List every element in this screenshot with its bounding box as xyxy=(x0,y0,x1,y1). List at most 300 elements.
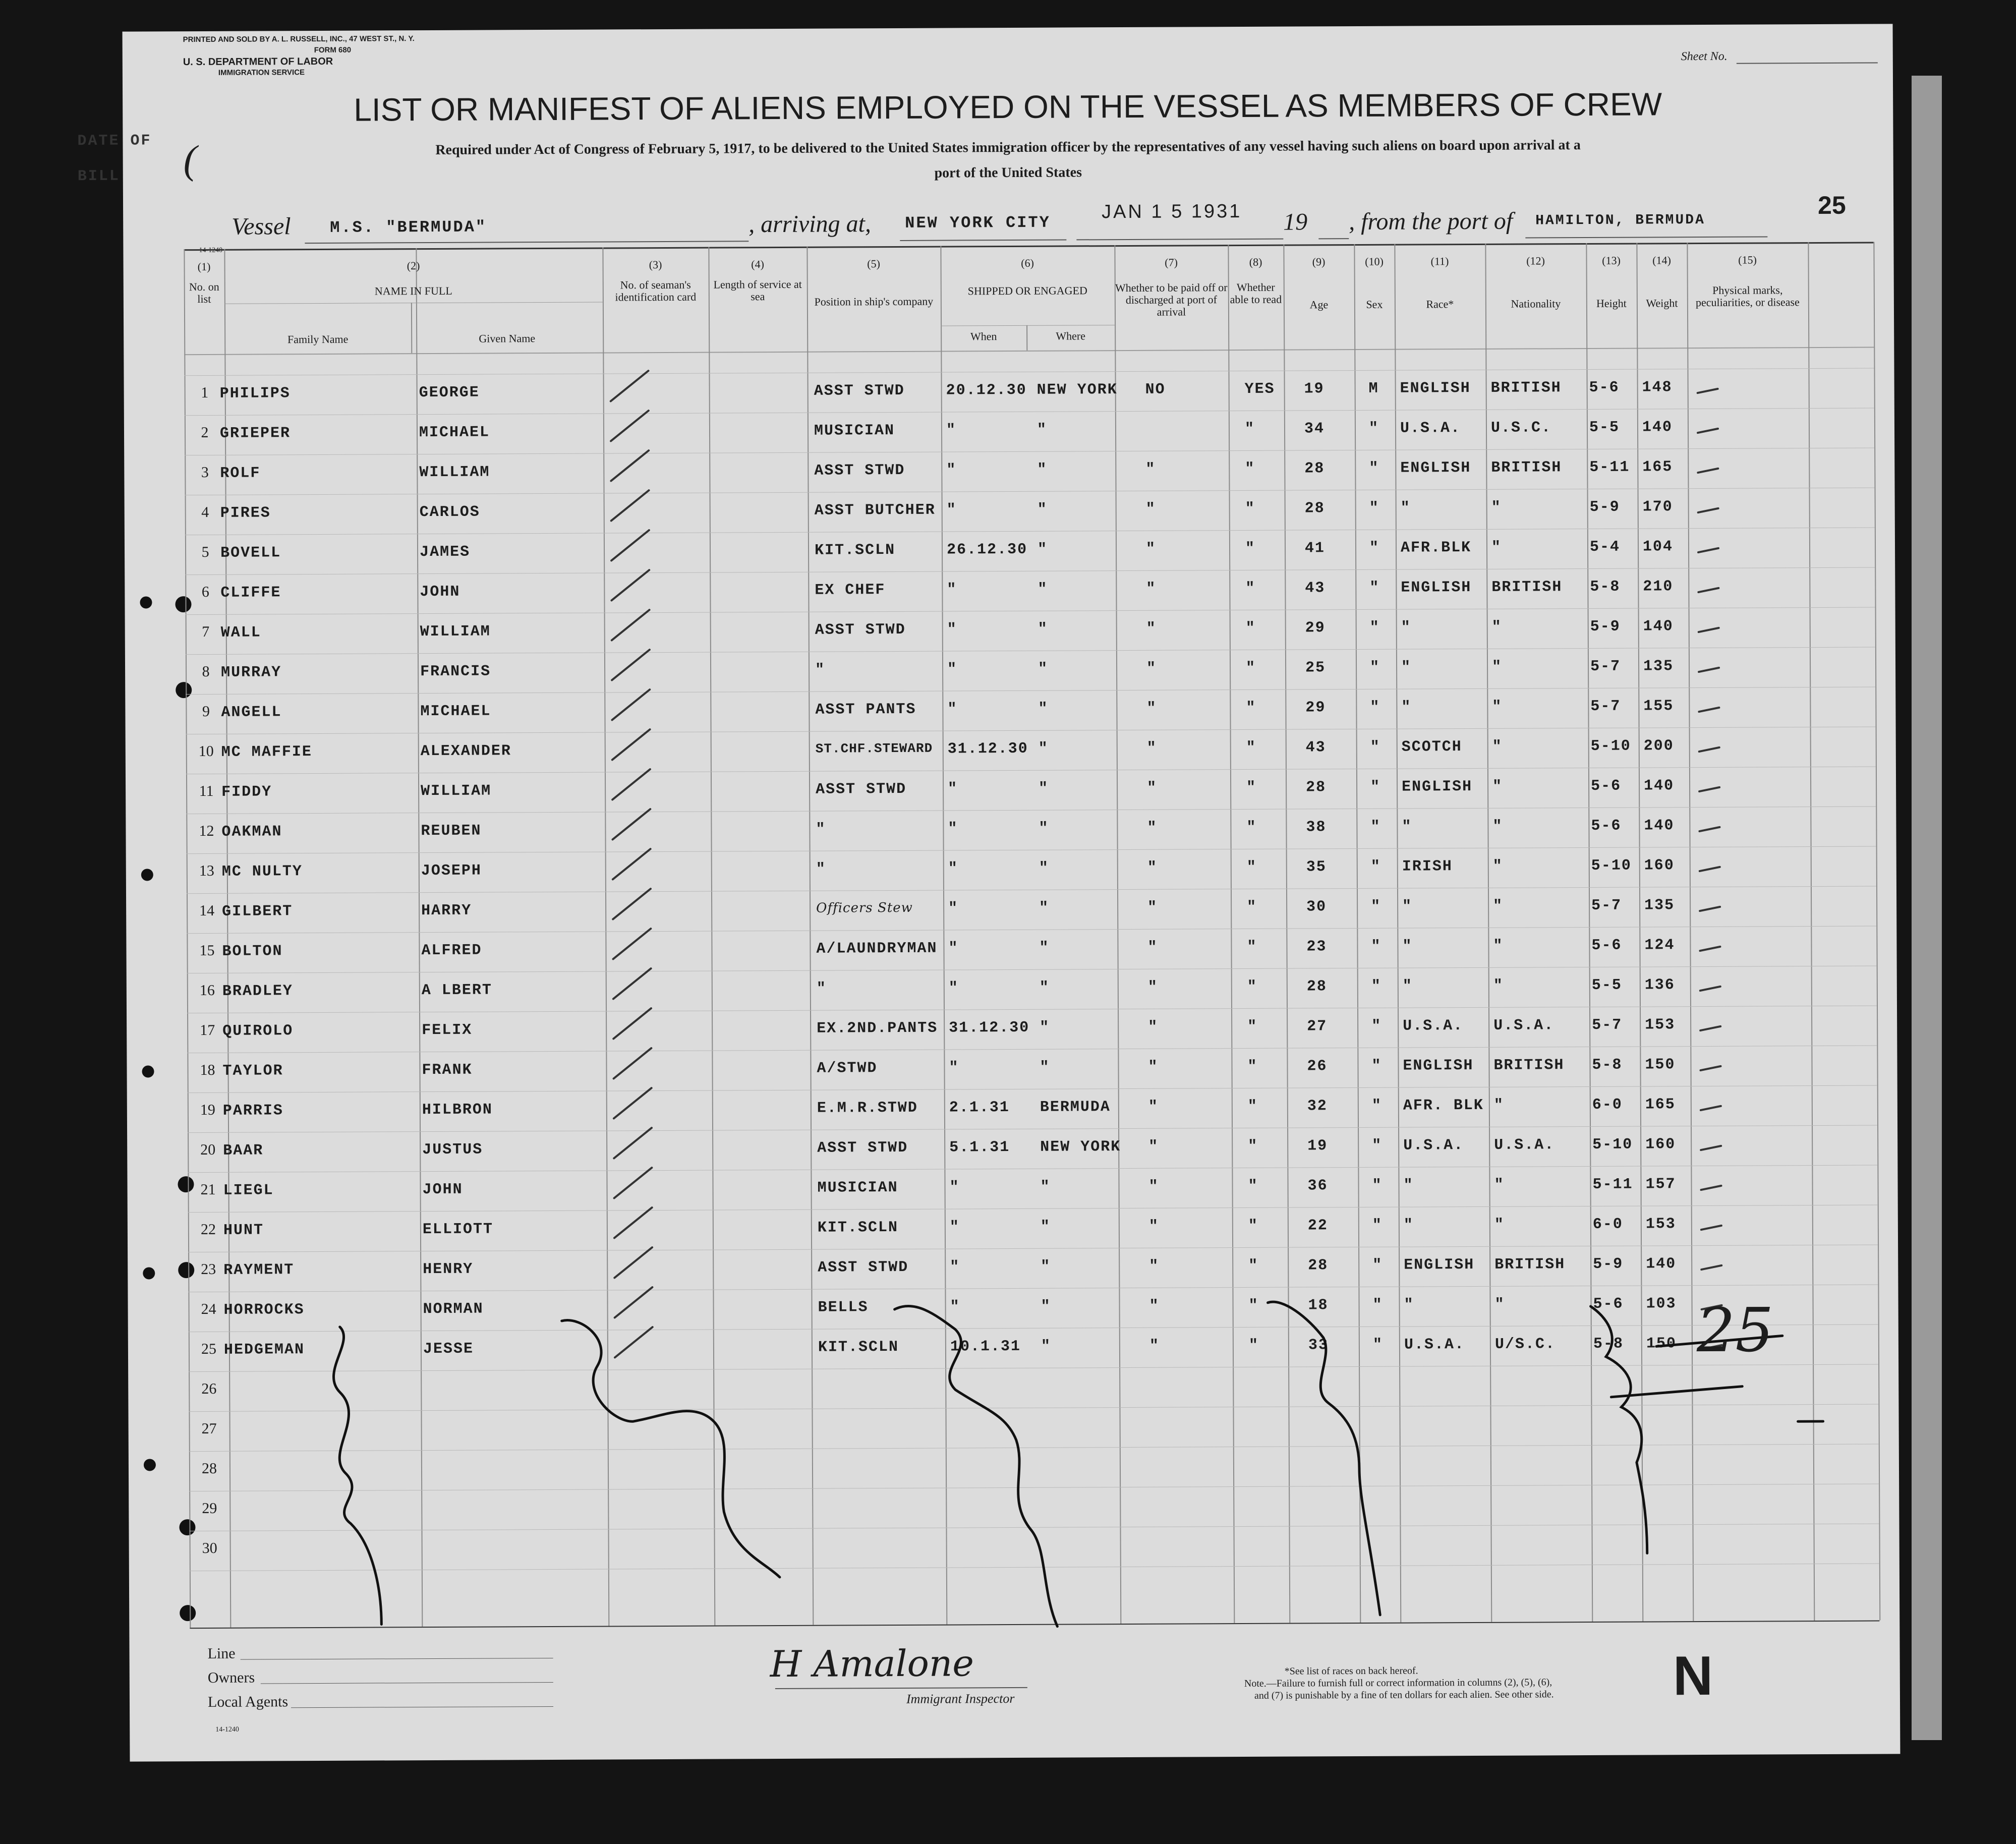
shipped-when: " xyxy=(947,661,958,678)
age: 22 xyxy=(1307,1217,1328,1235)
given-name: MICHAEL xyxy=(420,703,491,721)
service-name: IMMIGRATION SERVICE xyxy=(218,68,305,77)
nationality: BRITISH xyxy=(1491,579,1563,596)
shipped-when: " xyxy=(948,780,958,798)
weight: 150 xyxy=(1645,1056,1676,1074)
race: ENGLISH xyxy=(1403,1057,1474,1075)
weight: 124 xyxy=(1644,937,1675,954)
family-name: MC MAFFIE xyxy=(221,743,312,761)
shipped-when: " xyxy=(947,581,957,599)
height: 6-0 xyxy=(1592,1096,1623,1114)
race: U.S.A. xyxy=(1400,420,1461,437)
row-number: 26 xyxy=(201,1380,217,1398)
dash-mark xyxy=(1699,628,1719,632)
race: " xyxy=(1402,977,1413,995)
owners-label: Owners xyxy=(207,1669,255,1686)
position: ASST STWD xyxy=(816,780,907,798)
checkmark xyxy=(613,1048,651,1078)
position: ASST BUTCHER xyxy=(814,501,936,520)
position: KIT.SCLN xyxy=(818,1338,899,1356)
given-name: FRANK xyxy=(422,1061,473,1079)
height: 5-10 xyxy=(1592,1136,1633,1154)
column-header-weight: Weight xyxy=(1646,297,1678,310)
row-number: 24 xyxy=(201,1300,216,1318)
able-to-read: " xyxy=(1248,1177,1258,1195)
checkmark xyxy=(614,1128,652,1158)
nationality: " xyxy=(1492,778,1503,795)
row-number: 29 xyxy=(202,1500,217,1517)
able-to-read: " xyxy=(1248,1297,1259,1314)
weight: 135 xyxy=(1644,897,1675,914)
family-name: GILBERT xyxy=(222,903,293,920)
paper-edge-strip xyxy=(1912,76,1942,1740)
height: 5-4 xyxy=(1589,538,1621,556)
race: " xyxy=(1401,699,1412,716)
dash-mark xyxy=(1699,747,1719,752)
shipped-when: 10.1.31 xyxy=(950,1338,1021,1356)
age: 38 xyxy=(1306,819,1327,836)
age: 26 xyxy=(1307,1058,1328,1075)
race: " xyxy=(1403,1217,1414,1234)
shipped-where: BERMUDA xyxy=(1040,1099,1111,1116)
height: 5-7 xyxy=(1590,698,1621,715)
height: 5-5 xyxy=(1591,976,1622,994)
shipped-where: " xyxy=(1039,780,1049,797)
weight: 150 xyxy=(1646,1335,1677,1353)
family-name: HORROCKS xyxy=(223,1301,305,1319)
sex: " xyxy=(1371,1057,1382,1075)
able-to-read: " xyxy=(1246,858,1257,876)
weight: 165 xyxy=(1642,458,1673,476)
height: 6-0 xyxy=(1592,1216,1623,1233)
race: AFR. BLK xyxy=(1403,1097,1484,1115)
dash-mark xyxy=(1701,1265,1721,1270)
ditto-squiggles xyxy=(123,24,1900,1761)
printer-credit: PRINTED AND SOLD BY A. L. RUSSELL, INC., 47 WEST ST., N. Y. xyxy=(183,34,415,44)
family-name: LIEGL xyxy=(223,1182,274,1199)
age: 25 xyxy=(1305,659,1326,677)
sex: " xyxy=(1368,420,1379,437)
given-name: JOHN xyxy=(420,583,460,601)
nationality: " xyxy=(1492,818,1503,835)
family-name: BRADLEY xyxy=(222,983,293,1000)
nationality: " xyxy=(1493,937,1504,955)
shipped-where: " xyxy=(1037,501,1048,518)
height: 5-6 xyxy=(1593,1295,1624,1313)
nationality: " xyxy=(1493,977,1504,995)
year-label: 19 xyxy=(1283,208,1308,236)
vessel-name: M.S. "BERMUDA" xyxy=(330,217,487,237)
checkmark xyxy=(611,411,649,441)
nationality: " xyxy=(1492,738,1503,756)
weight: 153 xyxy=(1645,1216,1676,1233)
dash-mark xyxy=(1698,469,1718,473)
sex: " xyxy=(1370,778,1381,796)
shipped-where: " xyxy=(1038,740,1049,758)
height: 5-11 xyxy=(1589,458,1630,476)
weight: 140 xyxy=(1643,618,1674,636)
sex: M xyxy=(1368,380,1379,397)
given-name: HILBRON xyxy=(422,1101,493,1119)
height: 5-8 xyxy=(1593,1335,1624,1353)
paid-off: " xyxy=(1147,779,1158,797)
column-header-shipped: SHIPPED OR ENGAGED xyxy=(967,284,1087,298)
family-name: TAYLOR xyxy=(222,1062,283,1080)
able-to-read: " xyxy=(1246,699,1256,717)
sex: " xyxy=(1369,619,1380,637)
weight: 104 xyxy=(1642,538,1674,556)
shipped-when: 26.12.30 xyxy=(946,541,1028,559)
shipped-when: " xyxy=(949,1059,959,1077)
race: U.S.A. xyxy=(1403,1137,1464,1155)
shipped-where: " xyxy=(1040,1059,1050,1076)
row-number: 25 xyxy=(201,1340,217,1358)
shipped-when: 31.12.30 xyxy=(947,740,1028,758)
row-number: 6 xyxy=(201,583,209,600)
column-number: (5) xyxy=(867,257,880,270)
shipped-when: 20.12.30 xyxy=(946,381,1027,399)
age: 19 xyxy=(1307,1137,1328,1155)
race: " xyxy=(1401,659,1412,676)
row-number: 23 xyxy=(201,1260,216,1278)
paid-off: " xyxy=(1149,1297,1160,1315)
vessel-label: Vessel xyxy=(232,213,291,240)
given-name: REUBEN xyxy=(421,822,482,840)
checkmark xyxy=(614,1207,652,1238)
column-header-able-read: Whether able to read xyxy=(1230,280,1282,306)
checkmark xyxy=(611,530,649,560)
margin-note: DATE OF xyxy=(77,132,152,150)
able-to-read: " xyxy=(1247,1098,1258,1115)
row-number: 12 xyxy=(199,822,214,840)
shipped-where: " xyxy=(1039,899,1050,917)
weight: 155 xyxy=(1643,698,1674,715)
dash-mark xyxy=(1698,429,1718,433)
position: ST.CHF.STEWARD xyxy=(815,740,933,757)
dash-mark xyxy=(1701,1226,1721,1230)
shipped-when: " xyxy=(946,422,957,439)
able-to-read: " xyxy=(1246,779,1257,796)
sex: " xyxy=(1371,938,1381,955)
weight: 160 xyxy=(1645,1136,1676,1154)
shipped-where: " xyxy=(1037,541,1048,558)
penalty-note: and (7) is punishable by a fine of ten dollars for each alien. See other side. xyxy=(1254,1689,1554,1701)
able-to-read: " xyxy=(1248,1337,1259,1354)
checkmark xyxy=(611,450,649,481)
sex: " xyxy=(1371,977,1381,995)
checkmark xyxy=(613,889,651,919)
sheet-number-label: Sheet No. xyxy=(1681,49,1727,64)
row-number: 27 xyxy=(201,1420,217,1437)
able-to-read: " xyxy=(1246,819,1257,836)
shipped-where: " xyxy=(1038,700,1049,718)
row-number: 5 xyxy=(201,543,209,560)
page-title: LIST OR MANIFEST OF ALIENS EMPLOYED ON THE VESSEL AS MEMBERS OF CREW xyxy=(354,86,1662,128)
race: SCOTCH xyxy=(1401,738,1462,756)
weight: 135 xyxy=(1643,658,1674,675)
column-number: (6) xyxy=(1021,256,1034,269)
checkmark xyxy=(614,1287,652,1317)
shipped-when: " xyxy=(950,1258,960,1276)
height: 5-5 xyxy=(1589,419,1620,436)
given-name: HARRY xyxy=(421,902,472,920)
family-name: BOVELL xyxy=(220,544,281,562)
checkmark xyxy=(610,371,648,401)
weight: 200 xyxy=(1643,737,1674,755)
row-number: 17 xyxy=(200,1021,215,1039)
position: MUSICIAN xyxy=(817,1179,898,1197)
age: 19 xyxy=(1304,380,1324,398)
given-name: WILLIAM xyxy=(419,464,490,482)
column-number: (2) xyxy=(407,259,420,272)
row-number: 20 xyxy=(200,1141,216,1159)
race: ENGLISH xyxy=(1404,1256,1475,1274)
race: " xyxy=(1403,1177,1414,1194)
local-agents-label: Local Agents xyxy=(207,1693,289,1710)
handwritten-total: 25 xyxy=(1696,1295,1774,1366)
paid-off: " xyxy=(1146,739,1157,757)
shipped-when: 31.12.30 xyxy=(949,1019,1030,1037)
family-name: GRIEPER xyxy=(219,425,291,442)
given-name: ELLIOTT xyxy=(422,1221,494,1239)
height: 5-7 xyxy=(1592,1016,1623,1034)
paid-off: " xyxy=(1147,859,1158,877)
position: EX CHEF xyxy=(815,582,886,599)
shipped-when: " xyxy=(947,701,958,718)
able-to-read: YES xyxy=(1244,380,1275,398)
paid-off: " xyxy=(1145,460,1156,478)
penalty-note: Note.—Failure to furnish full or correct information in columns (2), (5), (6), xyxy=(1244,1677,1552,1689)
row-number: 3 xyxy=(201,464,209,481)
dash-mark xyxy=(1700,867,1720,871)
race: ENGLISH xyxy=(1400,380,1471,397)
shipped-when: " xyxy=(950,1298,960,1316)
shipped-when: 2.1.31 xyxy=(949,1099,1010,1117)
paid-off: " xyxy=(1147,978,1158,996)
dash-mark xyxy=(1698,508,1718,512)
family-name: MC NULTY xyxy=(221,863,303,881)
shipped-when: " xyxy=(948,820,958,838)
nationality: " xyxy=(1492,857,1503,875)
paid-off: " xyxy=(1149,1257,1160,1275)
row-number: 16 xyxy=(199,982,215,999)
row-number: 1 xyxy=(201,384,209,401)
weight: 153 xyxy=(1645,1016,1676,1034)
family-name: BOLTON xyxy=(222,943,283,960)
position: KIT.SCLN xyxy=(817,1219,899,1237)
row-number: 18 xyxy=(200,1061,215,1079)
shipped-when: " xyxy=(948,860,958,878)
paid-off: " xyxy=(1146,660,1157,677)
given-name: MICHAEL xyxy=(419,424,490,442)
given-name: JOHN xyxy=(422,1181,463,1199)
shipped-when: 5.1.31 xyxy=(949,1139,1010,1157)
age: 29 xyxy=(1305,699,1326,717)
family-name: WALL xyxy=(220,624,261,642)
checkmark xyxy=(613,1008,651,1039)
dash-mark xyxy=(1700,987,1720,991)
nationality: BRITISH xyxy=(1493,1057,1565,1074)
row-number: 15 xyxy=(199,942,215,959)
age: 28 xyxy=(1308,1257,1329,1275)
column-header-position: Position in ship's company xyxy=(814,295,934,308)
position: ASST STWD xyxy=(814,382,905,400)
race: U.S.A. xyxy=(1403,1017,1464,1035)
family-name: QUIROLO xyxy=(222,1022,294,1040)
shipped-when: " xyxy=(948,900,959,917)
checkmark xyxy=(612,809,650,839)
row-number: 7 xyxy=(202,623,210,640)
race: AFR.BLK xyxy=(1400,539,1472,557)
race: IRISH xyxy=(1402,858,1453,876)
given-name: ALEXANDER xyxy=(420,742,511,761)
inspector-label: Immigrant Inspector xyxy=(906,1691,1015,1706)
shipped-where: " xyxy=(1039,820,1049,837)
age: 18 xyxy=(1308,1297,1329,1314)
paid-off: " xyxy=(1149,1337,1160,1355)
handwritten-initial: N xyxy=(1673,1644,1713,1707)
paid-off: " xyxy=(1148,1178,1159,1195)
column-number: (8) xyxy=(1249,255,1262,268)
race: U.S.A. xyxy=(1404,1336,1465,1354)
able-to-read: " xyxy=(1245,500,1255,517)
footer-form-code: 14-1240 xyxy=(215,1725,239,1734)
column-number: (9) xyxy=(1312,255,1326,268)
nationality: U.S.A. xyxy=(1494,1136,1555,1154)
able-to-read: " xyxy=(1248,1257,1259,1275)
height: 5-10 xyxy=(1591,857,1632,875)
row-number: 9 xyxy=(202,703,210,720)
race: " xyxy=(1401,619,1411,637)
column-number: (1) xyxy=(197,260,211,273)
form-number: FORM 680 xyxy=(314,45,352,55)
line-label: Line xyxy=(207,1645,236,1662)
shipped-where: " xyxy=(1038,660,1049,678)
shipped-when: " xyxy=(947,621,957,639)
shipped-where: " xyxy=(1039,939,1050,957)
weight: 140 xyxy=(1644,777,1675,795)
nationality: " xyxy=(1494,1176,1505,1194)
age: 28 xyxy=(1306,779,1327,796)
height: 5-6 xyxy=(1591,817,1622,835)
age: 23 xyxy=(1306,938,1327,956)
position: ASST STWD xyxy=(817,1139,908,1157)
able-to-read: " xyxy=(1245,619,1256,637)
height: 5-6 xyxy=(1591,937,1622,954)
manifest-sheet xyxy=(77,24,1900,1761)
paid-off: " xyxy=(1146,620,1157,638)
checkmark xyxy=(612,610,650,640)
nationality: " xyxy=(1493,897,1504,915)
paid-off: " xyxy=(1145,540,1157,558)
checkmark xyxy=(612,729,650,760)
nationality: " xyxy=(1494,1296,1505,1313)
sex: " xyxy=(1372,1137,1383,1155)
race: " xyxy=(1402,898,1413,915)
race: ENGLISH xyxy=(1401,579,1472,597)
checkmark xyxy=(615,1327,653,1357)
dash-mark xyxy=(1699,708,1719,712)
dash-mark xyxy=(1700,1026,1720,1030)
height: 5-9 xyxy=(1589,498,1620,516)
dash-mark xyxy=(1698,389,1718,393)
shipped-where: " xyxy=(1041,1298,1051,1315)
column-number: (3) xyxy=(649,258,662,271)
able-to-read: " xyxy=(1245,659,1256,677)
nationality: " xyxy=(1491,499,1502,516)
family-name: HEDGEMAN xyxy=(223,1341,305,1359)
paid-off: " xyxy=(1148,1058,1159,1076)
arriving-port: NEW YORK CITY xyxy=(905,213,1051,233)
subtitle: Required under Act of Congress of February 5, 1917, to be delivered to the United States immigration officer by the representatives of any vessel having such aliens on board upon arrival at a xyxy=(435,137,1581,158)
height: 5-8 xyxy=(1590,578,1621,596)
column-number: (4) xyxy=(751,258,764,271)
sex: " xyxy=(1370,738,1380,756)
sex: " xyxy=(1369,459,1379,477)
race: " xyxy=(1404,1296,1414,1314)
sex: " xyxy=(1369,659,1380,676)
row-number: 21 xyxy=(200,1181,216,1198)
age: 32 xyxy=(1307,1098,1328,1115)
row-number: 22 xyxy=(200,1221,216,1238)
able-to-read: " xyxy=(1247,898,1257,916)
paid-off: " xyxy=(1147,819,1158,837)
checkmark xyxy=(614,1168,652,1198)
nationality: " xyxy=(1491,539,1502,556)
position: ASST STWD xyxy=(818,1258,909,1277)
height: 5-6 xyxy=(1589,379,1620,396)
from-port: HAMILTON, BERMUDA xyxy=(1535,212,1705,229)
column-header-length-service: Length of service at sea xyxy=(713,277,802,303)
able-to-read: " xyxy=(1247,1058,1258,1075)
race: ENGLISH xyxy=(1402,778,1473,796)
nationality: BRITISH xyxy=(1490,379,1562,397)
nationality: BRITISH xyxy=(1494,1256,1566,1274)
column-number: (12) xyxy=(1526,254,1545,267)
column-header-seaman-card: No. of seaman's identification card xyxy=(615,278,697,304)
shipped-where: " xyxy=(1039,979,1050,997)
dash-mark xyxy=(1701,1106,1721,1110)
position: KIT.SCLN xyxy=(814,541,896,559)
age: 36 xyxy=(1307,1177,1328,1195)
position: A/STWD xyxy=(817,1060,878,1077)
position: BELLS xyxy=(818,1299,869,1316)
paid-off: " xyxy=(1147,939,1158,956)
able-to-read: " xyxy=(1248,1217,1258,1235)
nationality: U/S.C. xyxy=(1494,1336,1556,1353)
family-name: CLIFFE xyxy=(220,584,281,602)
position: MUSICIAN xyxy=(814,422,895,440)
dash-mark xyxy=(1700,907,1720,911)
position: ASST STWD xyxy=(815,621,906,639)
row-number: 13 xyxy=(199,862,214,880)
height: 5-7 xyxy=(1591,897,1622,914)
nationality: " xyxy=(1492,698,1503,716)
shipped-where: " xyxy=(1036,421,1048,439)
position: " xyxy=(816,980,827,998)
given-name: JOSEPH xyxy=(421,862,482,880)
able-to-read: " xyxy=(1246,739,1256,757)
column-header-age: Age xyxy=(1309,298,1329,311)
family-name: PHILIPS xyxy=(219,385,291,402)
family-name: ROLF xyxy=(220,465,261,482)
checkmark xyxy=(613,929,651,959)
shipped-where: NEW YORK xyxy=(1040,1138,1121,1156)
paid-off: " xyxy=(1146,700,1157,717)
family-name: MURRAY xyxy=(221,664,282,681)
nationality: " xyxy=(1493,1097,1504,1114)
checkmark xyxy=(614,1247,652,1278)
